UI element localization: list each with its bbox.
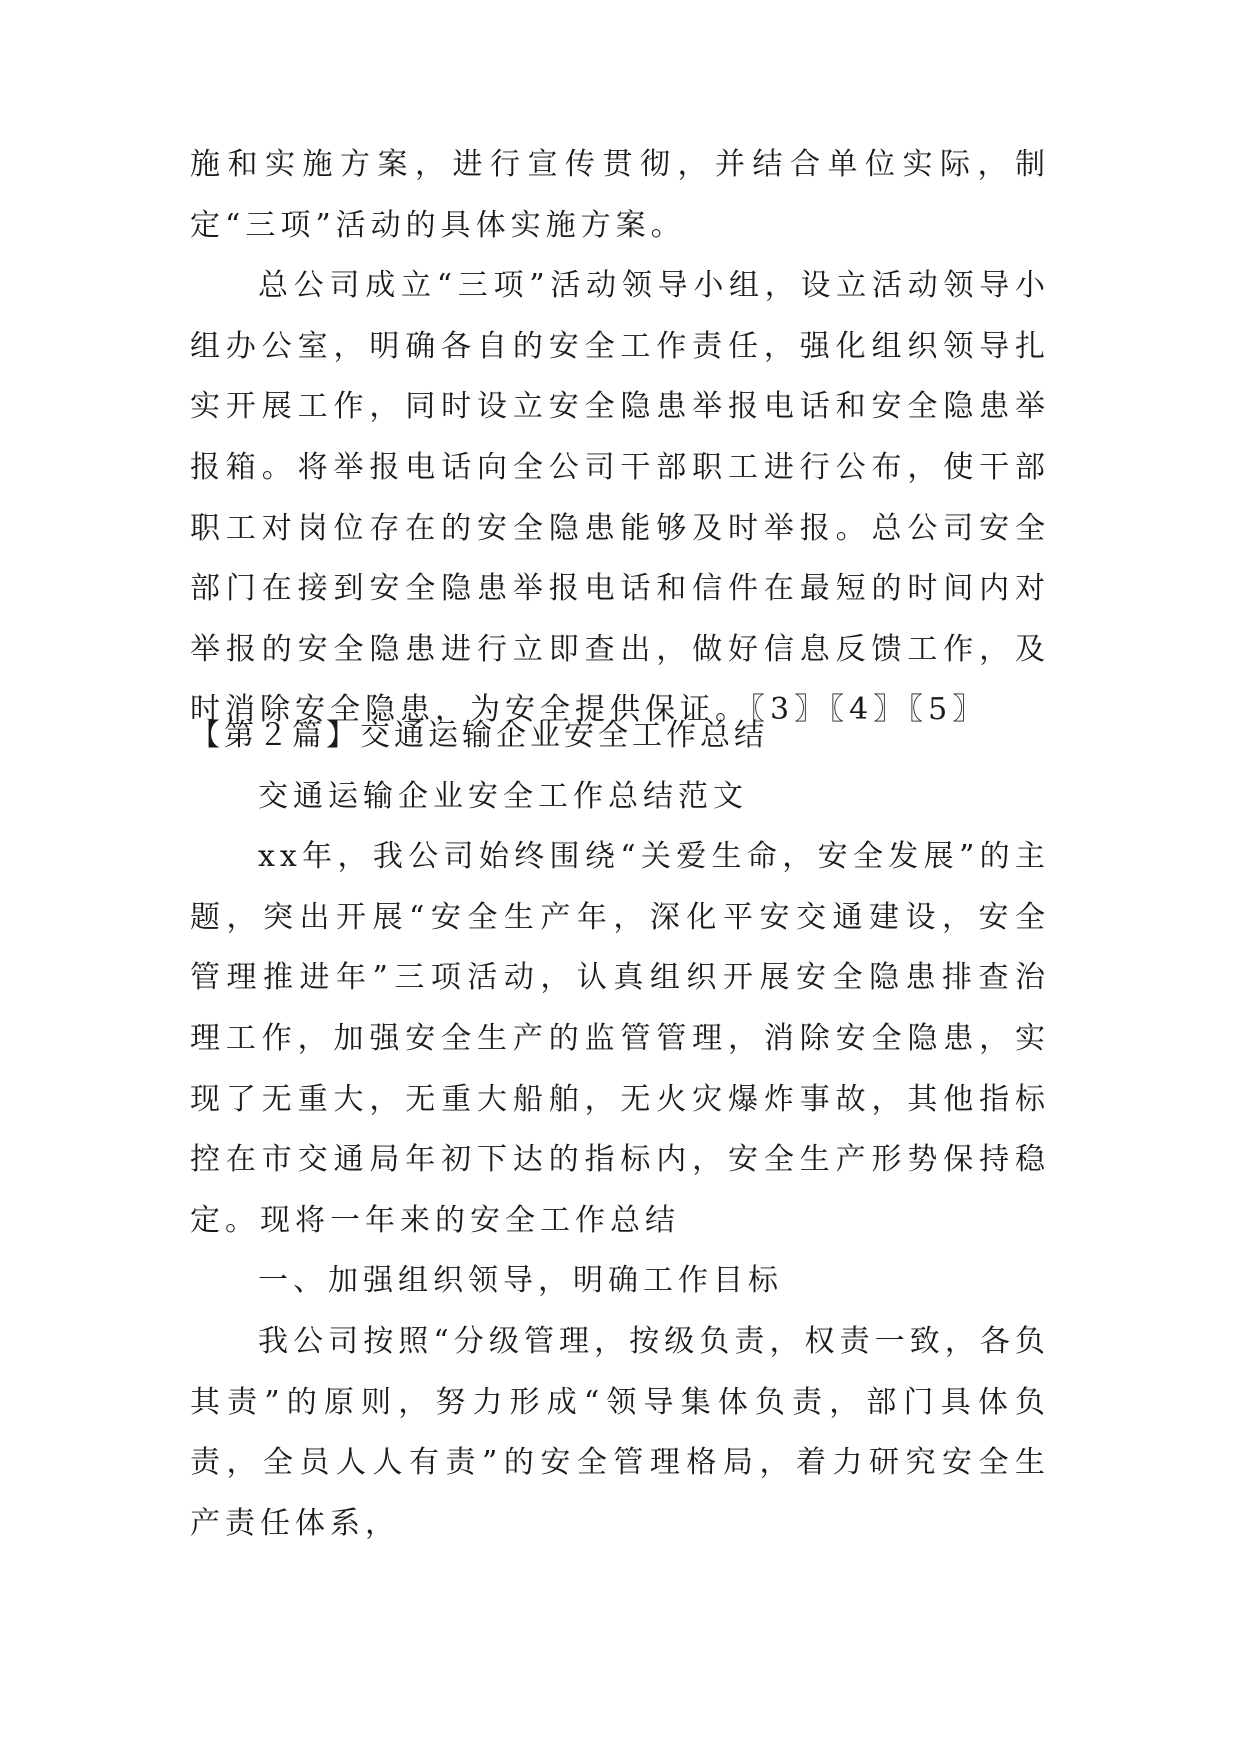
body-paragraph: 总公司成立“三项”活动领导小组，设立活动领导小组办公室，明确各自的安全工作责任，强化组织领导扎实开展工作，同时设立安全隐患举报电话和安全隐患举报箱。将举报电话向全公司干部职工进行公布，使干部职工对岗位存在的安全隐患能够及时举报。总公司安全部门在接到安全隐患举报电话和信件在最短的时间内对举报的安全隐患进行立即查出，做好信息反馈工作，及时消除安全隐患，为安全提供保证。〖3〗〖4〗〖5〗 (190, 268, 1050, 728)
body-paragraph: xx年，我公司始终围绕“关爱生命，安全发展”的主题，突出开展“安全生产年，深化平安交通建设，安全管理推进年”三项活动，认真组织开展安全隐患排查治理工作，加强安全生产的监管管理，消除安全隐患，实现了无重大，无重大船舶，无火灾爆炸事故，其他指标控在市交通局年初下达的指标内，安全生产形势保持稳定。现将一年来的安全工作总结 (190, 839, 1050, 1238)
body-paragraph: 我公司按照“分级管理，按级负责，权责一致，各负其责”的原则，努力形成“领导集体负责，部门具体负责，全员人人有责”的安全管理格局，着力研究安全生产责任体系， (190, 1323, 1050, 1541)
article-heading: 【第２篇】交通运输企业安全工作总结 (190, 718, 768, 753)
section-a (190, 135, 1050, 741)
section-title: 一、加强组织领导，明确工作目标 (258, 1263, 783, 1299)
continued-paragraph: 施和实施方案，进行宣传贯彻，并结合单位实际，制定“三项”活动的具体实施方案。 (190, 147, 1050, 243)
article-subtitle: 交通运输企业安全工作总结范文 (258, 778, 748, 814)
section-b (190, 706, 1050, 1554)
